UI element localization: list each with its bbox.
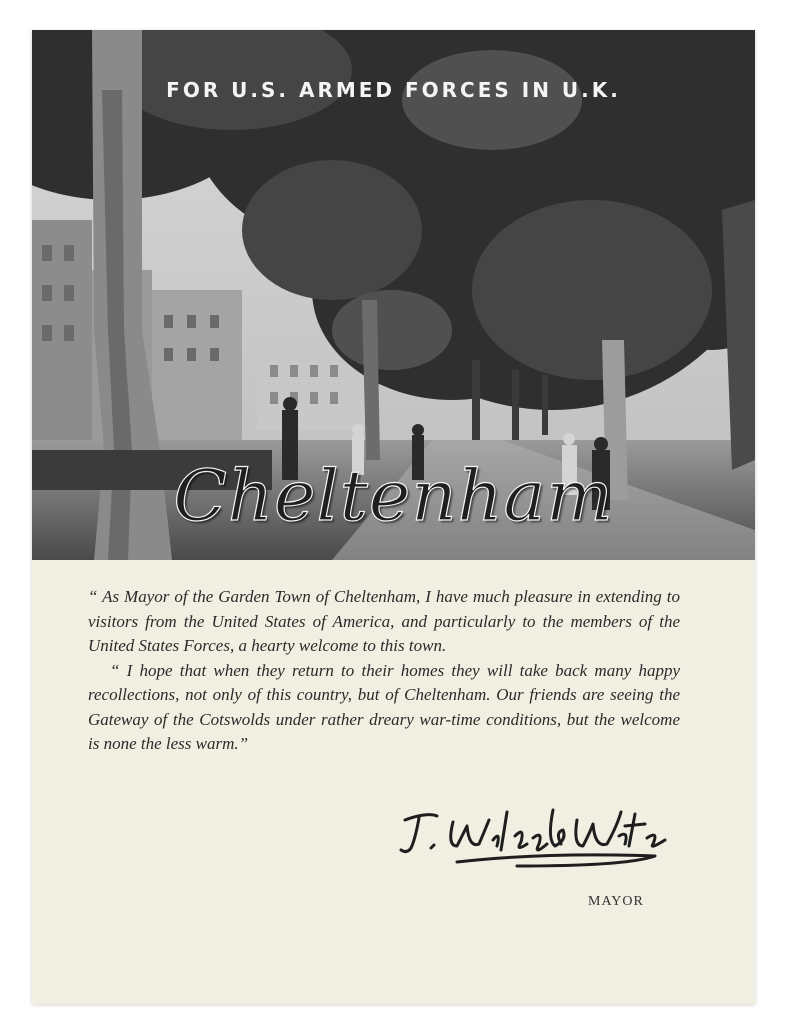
- mayor-message: [88, 585, 680, 757]
- leaflet-page: [32, 30, 755, 1004]
- signature-graphic: [397, 800, 687, 880]
- town-title: Cheltenham: [173, 455, 614, 537]
- mayor-signature: [397, 800, 687, 885]
- banner-heading: FOR U.S. ARMED FORCES IN U.K.: [166, 78, 621, 102]
- message-paragraph-1: “ As Mayor of the Garden Town of Cheltenham, I have much pleasure in extending to visitors from the United States of America, and particularly to the members of the United States Forces, a hearty welcome to this town.: [88, 587, 680, 655]
- promenade-photo: [32, 30, 755, 560]
- message-paragraph-2: “ I hope that when they return to their homes they will take back many happy recollections, not only of this country, but of Cheltenham. Our friends are seeing the Gateway of the Cotswolds under rather dreary war-time conditions, but the welcome is none the less warm.”: [88, 660, 680, 753]
- mayor-title: MAYOR: [588, 894, 644, 909]
